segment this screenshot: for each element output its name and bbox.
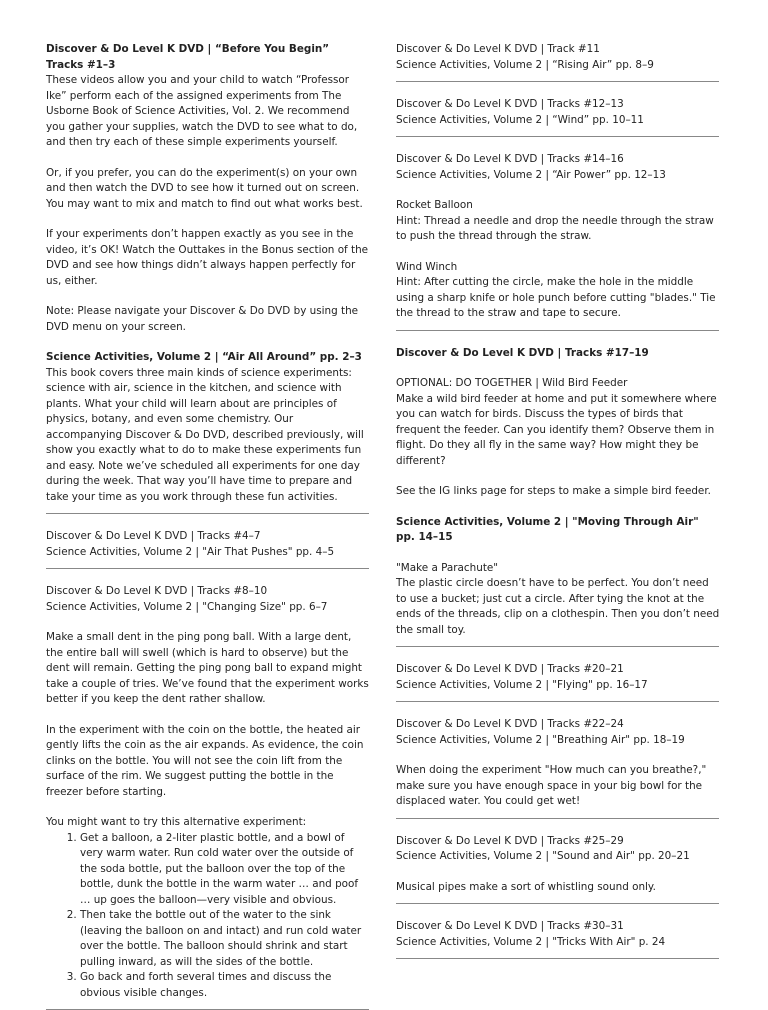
intro-paragraph: These videos allow you and your child to watch “Professor Ike” perform each of the assigned experiments from The Usborne Book of Science Activities, Vol. 2. We recommend you gather your supplies, watch the DVD to see what to do, and then try each of these simple experiments yourself. xyxy=(46,74,358,148)
tracks-17-19 xyxy=(396,346,721,500)
divider xyxy=(46,568,369,569)
divider xyxy=(396,81,719,82)
track-11 xyxy=(396,42,721,73)
tracks-30-31 xyxy=(396,919,721,950)
divider xyxy=(396,330,719,331)
overview-heading: Science Activities, Volume 2 | “Air All Around” pp. 2–3 xyxy=(46,351,362,363)
divider xyxy=(46,513,369,514)
book-line: Science Activities, Volume 2 | “Wind” pp. 10–11 xyxy=(396,113,644,126)
alternative-steps xyxy=(46,831,370,1002)
divider xyxy=(396,818,719,819)
moving-through-air xyxy=(396,515,721,639)
book-line: Science Activities, Volume 2 | "Changing Size" pp. 6–7 xyxy=(46,600,328,613)
step-item: 2. Then take the bottle out of the water to the sink (leaving the balloon on and intact) and run cold water over the bottle. The balloon should shrink and start pulling inward, as will the sides of the bottle. xyxy=(80,908,370,970)
intro-paragraph: If your experiments don’t happen exactly as you see in the video, it’s OK! Watch the Outtakes in the Bonus section of the DVD and see how things didn’t always happen perfectly for us, either. xyxy=(46,228,369,287)
tracks-8-10 xyxy=(46,584,370,1001)
bird-feeder-body: Make a wild bird feeder at home and put it somewhere where you can watch for birds. Discuss the types of birds that frequent the feeder. Can you identify them? Observe them in flight. Do they all fly in the same way? How might they be different? xyxy=(396,392,717,467)
right-column xyxy=(396,42,721,959)
track-line: Discover & Do Level K DVD | Tracks #20–21 xyxy=(396,663,624,675)
book-line: Science Activities, Volume 2 | "Air That Pushes" pp. 4–5 xyxy=(46,545,335,558)
divider xyxy=(396,958,719,959)
tracks-20-21 xyxy=(396,662,721,693)
tracks-14-16 xyxy=(396,152,721,322)
divider xyxy=(396,903,719,904)
track-line: Discover & Do Level K DVD | Tracks #12–13 xyxy=(396,98,624,110)
rocket-balloon-title: Rocket Balloon xyxy=(396,199,473,211)
book-line: Science Activities, Volume 2 | "Sound and Air" pp. 20–21 xyxy=(396,850,690,862)
track-line: Discover & Do Level K DVD | Tracks #14–16 xyxy=(396,153,624,165)
track-line: Discover & Do Level K DVD | Tracks #22–24 xyxy=(396,718,624,730)
tracks-22-24 xyxy=(396,717,721,810)
breathing-note: When doing the experiment "How much can you breathe?," make sure you have enough space in your big bowl for the displaced water. You could get wet! xyxy=(396,764,707,807)
book-line: Science Activities, Volume 2 | "Tricks With Air" p. 24 xyxy=(396,935,666,948)
intro-section xyxy=(46,42,370,335)
parachute-title: "Make a Parachute" xyxy=(396,561,499,574)
book-line: Science Activities, Volume 2 | "Flying" pp. 16–17 xyxy=(396,678,648,691)
coin-paragraph: In the experiment with the coin on the bottle, the heated air gently lifts the coin as the air expands. As evidence, the coin clinks on the bottle. You will not see the coin lift from the surface of the rim. We suggest putting the bottle in the freezer before starting. xyxy=(46,723,364,798)
track-line: Discover & Do Level K DVD | Tracks #8–10 xyxy=(46,585,268,597)
track-line: Discover & Do Level K DVD | Tracks #4–7 xyxy=(46,530,261,542)
musical-pipes-note: Musical pipes make a sort of whistling sound only. xyxy=(396,880,656,893)
alternative-intro: You might want to try this alternative experiment: xyxy=(46,816,307,828)
divider xyxy=(396,701,719,702)
book-line: Science Activities, Volume 2 | “Air Power” pp. 12–13 xyxy=(396,168,666,181)
wind-winch-title: Wind Winch xyxy=(396,260,458,273)
intro-heading: Discover & Do Level K DVD | “Before You Begin” Tracks #1–3 xyxy=(46,43,330,71)
ig-links-note: See the IG links page for steps to make a simple bird feeder. xyxy=(396,485,711,497)
intro-paragraph: Or, if you prefer, you can do the experiment(s) on your own and then watch the DVD to see how it turned out on screen. You may want to mix and match to find out what works best. xyxy=(46,166,363,210)
intro-note: Note: Please navigate your Discover & Do DVD by using the DVD menu on your screen. xyxy=(46,305,359,333)
book-line: Science Activities, Volume 2 | "Breathing Air" pp. 18–19 xyxy=(396,733,685,746)
bird-feeder-title: OPTIONAL: DO TOGETHER | Wild Bird Feeder xyxy=(396,377,628,389)
step-item: 3. Go back and forth several times and discuss the obvious visible changes. xyxy=(80,970,370,1001)
track-line: Discover & Do Level K DVD | Track #11 xyxy=(396,43,600,55)
divider xyxy=(396,646,719,647)
track-line: Discover & Do Level K DVD | Tracks #30–31 xyxy=(396,920,624,932)
overview-section xyxy=(46,350,370,505)
divider xyxy=(396,136,719,137)
tracks-25-29 xyxy=(396,834,721,896)
step-item: 1. Get a balloon, a 2-liter plastic bottle, and a bowl of very warm water. Run cold water over the outside of the soda bottle, put the balloon over the top of the bottle, dunk the bottle in the warm water … and poof … up goes the balloon—very visible and obvious. xyxy=(80,831,370,909)
overview-paragraph: This book covers three main kinds of science experiments: science with air, science in the kitchen, and science with plants. What your child will learn about are principles of physics, botany, and even some chemistry. Our accompanying Discover & Do DVD, described previously, will show you exactly what to do to make these experiments fun and easy. Note we’ve scheduled all experiments for one day during the week. That way you’ll have time to prepare and take your time as you work through these fun activities. xyxy=(46,366,364,503)
track-line: Discover & Do Level K DVD | Tracks #25–29 xyxy=(396,834,624,847)
ping-pong-paragraph: Make a small dent in the ping pong ball. With a large dent, the entire ball will swell (which is hard to observe) but the dent will remain. Getting the ping pong ball to expand might take a couple of tries. We’ve found that the experiment works better if you keep the dent rather shallow. xyxy=(46,631,369,705)
wind-winch-hint: Hint: After cutting the circle, make the hole in the middle using a sharp knife or hole punch before cutting "blades." Tie the thread to the straw and tape to secure. xyxy=(396,276,716,319)
parachute-body: The plastic circle doesn’t have to be perfect. You don’t need to use a bucket; just cut a circle. After tying the knot at the ends of the threads, clip on a clothespin. Then you don’t need the small toy. xyxy=(396,577,720,636)
tracks-12-13 xyxy=(396,97,721,128)
rocket-balloon-hint: Hint: Thread a needle and drop the needle through the straw to push the thread through the straw. xyxy=(396,214,714,242)
tracks-17-19-heading: Discover & Do Level K DVD | Tracks #17–19 xyxy=(396,346,649,359)
left-column xyxy=(46,42,370,1010)
tracks-4-7 xyxy=(46,529,370,560)
book-line: Science Activities, Volume 2 | “Rising Air” pp. 8–9 xyxy=(396,58,654,71)
moving-through-air-heading: Science Activities, Volume 2 | "Moving Through Air" pp. 14–15 xyxy=(396,515,699,543)
